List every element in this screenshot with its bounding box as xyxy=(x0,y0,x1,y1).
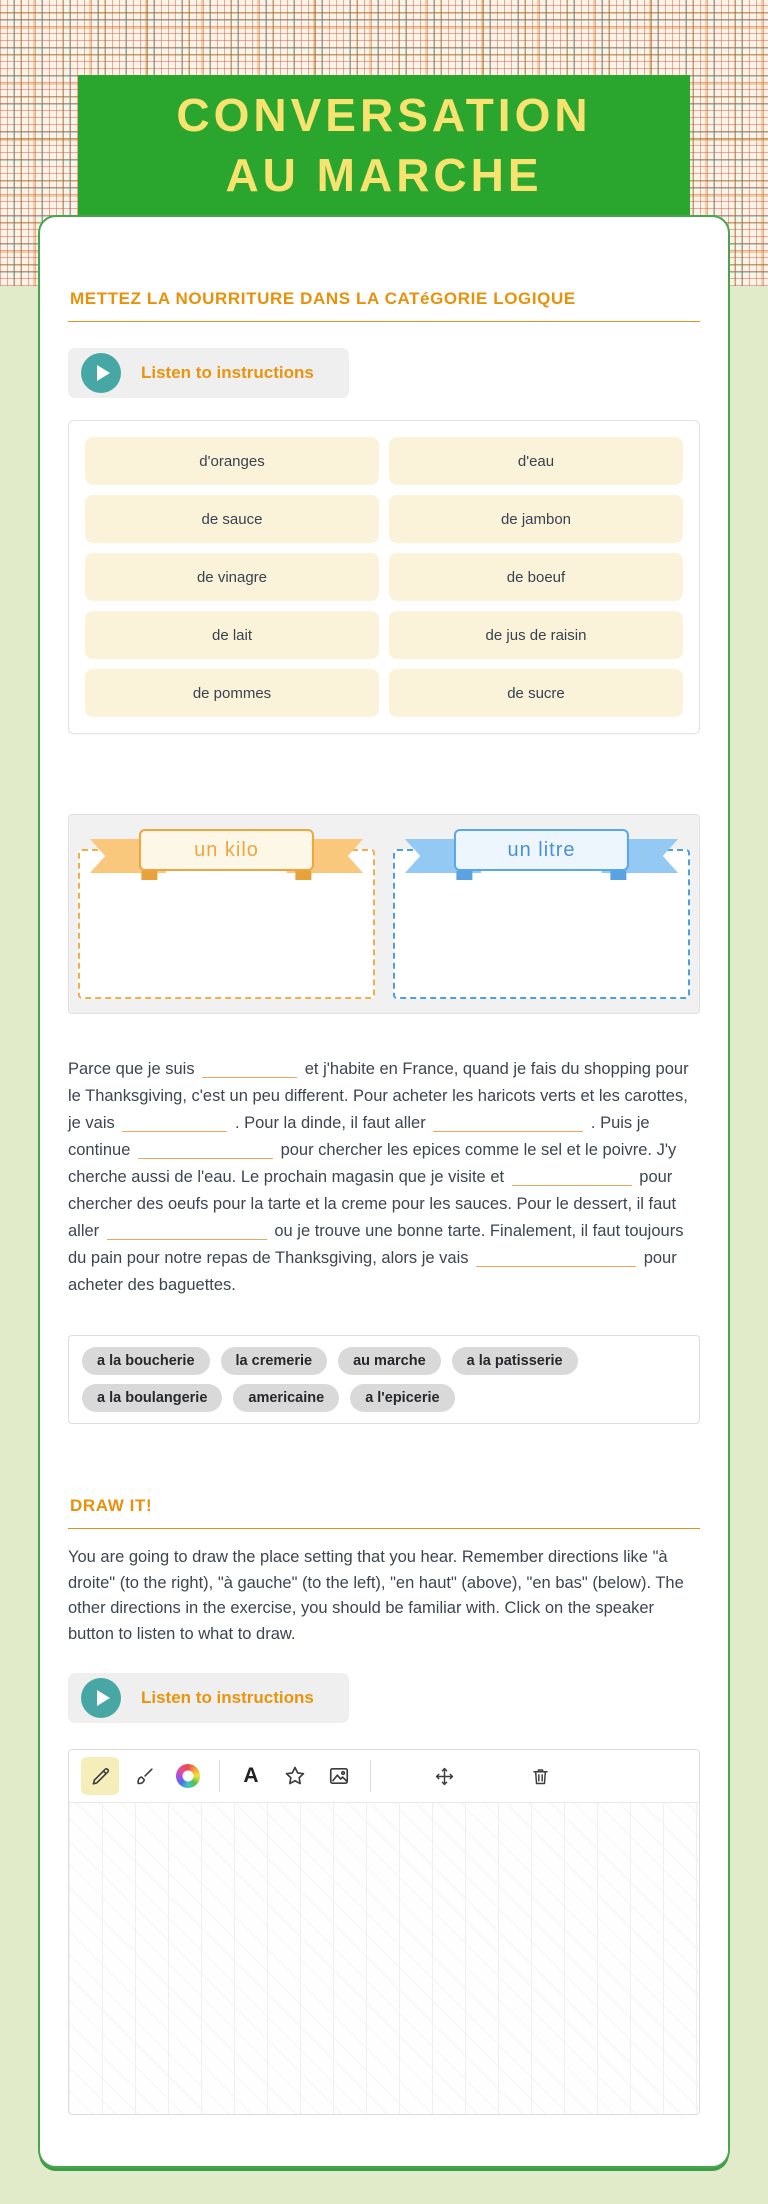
section2-heading: DRAW IT! xyxy=(70,1496,153,1515)
word-bank-pill[interactable]: la cremerie xyxy=(221,1347,328,1375)
word-tile[interactable]: de sauce xyxy=(85,495,379,543)
fill-blank-field[interactable] xyxy=(476,1248,636,1267)
word-bank-pill[interactable]: a la boucherie xyxy=(82,1347,210,1375)
section1-heading-rule xyxy=(68,321,700,322)
word-bank-pill[interactable]: a la patisserie xyxy=(452,1347,578,1375)
toolbar-divider xyxy=(219,1760,220,1792)
move-icon[interactable] xyxy=(425,1757,463,1795)
word-tile[interactable]: de pommes xyxy=(85,669,379,717)
toolbar-divider xyxy=(370,1760,371,1792)
listen-button-label: Listen to instructions xyxy=(141,1688,314,1707)
fill-blank-field[interactable] xyxy=(202,1059,297,1078)
fill-blank-field[interactable] xyxy=(433,1113,583,1132)
word-bank-pill[interactable]: a la boulangerie xyxy=(82,1384,222,1412)
listen-instructions-button-1[interactable] xyxy=(68,348,349,398)
word-tiles-container xyxy=(68,420,700,734)
word-tile[interactable]: de boeuf xyxy=(389,553,683,601)
category-label-litre: un litre xyxy=(454,829,629,871)
category-kilo xyxy=(78,827,375,1001)
worksheet-title-banner xyxy=(78,75,690,225)
play-icon xyxy=(81,1678,121,1718)
word-tile[interactable]: d'oranges xyxy=(85,437,379,485)
fill-blank-paragraph: Parce que je suis et j'habite en France, quand je fais du shopping pour le Thanksgiving, c'est un peu different. Pour acheter les haricots verts et les carottes, je vais . Pour la dinde, il faut aller . Puis je continue pour chercher les epices comme le sel et le poivre. J'y cherche aussi de l'eau. Le prochain magasin que je visite et pour chercher des oeufs pour la tarte et la creme pour les sauces. Pour le dessert, il faut aller ou je trouve une bonne tarte. Finalement, il faut toujours du pain pour notre repas de Thanksgiving, alors je vais pour acheter des baguettes. xyxy=(68,1060,689,1294)
fill-blank-field[interactable] xyxy=(122,1113,227,1132)
word-bank-pill[interactable]: americaine xyxy=(233,1384,339,1412)
star-icon[interactable] xyxy=(276,1757,314,1795)
worksheet-card xyxy=(38,215,730,2168)
dropzone-un-litre[interactable] xyxy=(393,849,690,999)
word-tile[interactable]: de lait xyxy=(85,611,379,659)
color-wheel-icon[interactable] xyxy=(169,1757,207,1795)
fill-blank-field[interactable] xyxy=(107,1221,267,1240)
fill-blank-field[interactable] xyxy=(138,1140,273,1159)
drawing-widget xyxy=(68,1749,700,2115)
listen-instructions-button-2[interactable] xyxy=(68,1673,349,1723)
listen-button-label: Listen to instructions xyxy=(141,363,314,382)
category-dropzones-container xyxy=(68,814,700,1014)
image-icon[interactable] xyxy=(320,1757,358,1795)
word-tile[interactable]: de jus de raisin xyxy=(389,611,683,659)
drawing-canvas[interactable] xyxy=(69,1802,699,2114)
fill-blank-field[interactable] xyxy=(512,1167,632,1186)
draw-instructions: You are going to draw the place setting that you hear. Remember directions like "à droite" (to the right), "à gauche" (to the left), "en haut" (above), "en bas" (below). The other directions in the exercise, you should be familiar with. Click on the speaker button to listen to what to draw. xyxy=(68,1548,684,1643)
word-tile[interactable]: d'eau xyxy=(389,437,683,485)
word-bank xyxy=(68,1335,700,1424)
brush-icon[interactable] xyxy=(125,1757,163,1795)
word-bank-pill[interactable]: a l'epicerie xyxy=(350,1384,454,1412)
category-litre xyxy=(393,827,690,1001)
dropzone-un-kilo[interactable] xyxy=(78,849,375,999)
worksheet-title: CONVERSATION AU MARCHE xyxy=(176,89,592,201)
word-tile[interactable]: de jambon xyxy=(389,495,683,543)
section1-heading: METTEZ LA NOURRITURE DANS LA CATéGORIE LOGIQUE xyxy=(70,289,576,308)
category-label-kilo: un kilo xyxy=(139,829,314,871)
section2-heading-rule xyxy=(68,1528,700,1529)
word-bank-pill[interactable]: au marche xyxy=(338,1347,441,1375)
word-tile[interactable]: de vinagre xyxy=(85,553,379,601)
drawing-toolbar xyxy=(69,1750,699,1802)
trash-icon[interactable] xyxy=(521,1757,559,1795)
play-icon xyxy=(81,353,121,393)
pencil-icon[interactable] xyxy=(81,1757,119,1795)
word-tile[interactable]: de sucre xyxy=(389,669,683,717)
text-tool-icon[interactable]: A xyxy=(232,1757,270,1795)
